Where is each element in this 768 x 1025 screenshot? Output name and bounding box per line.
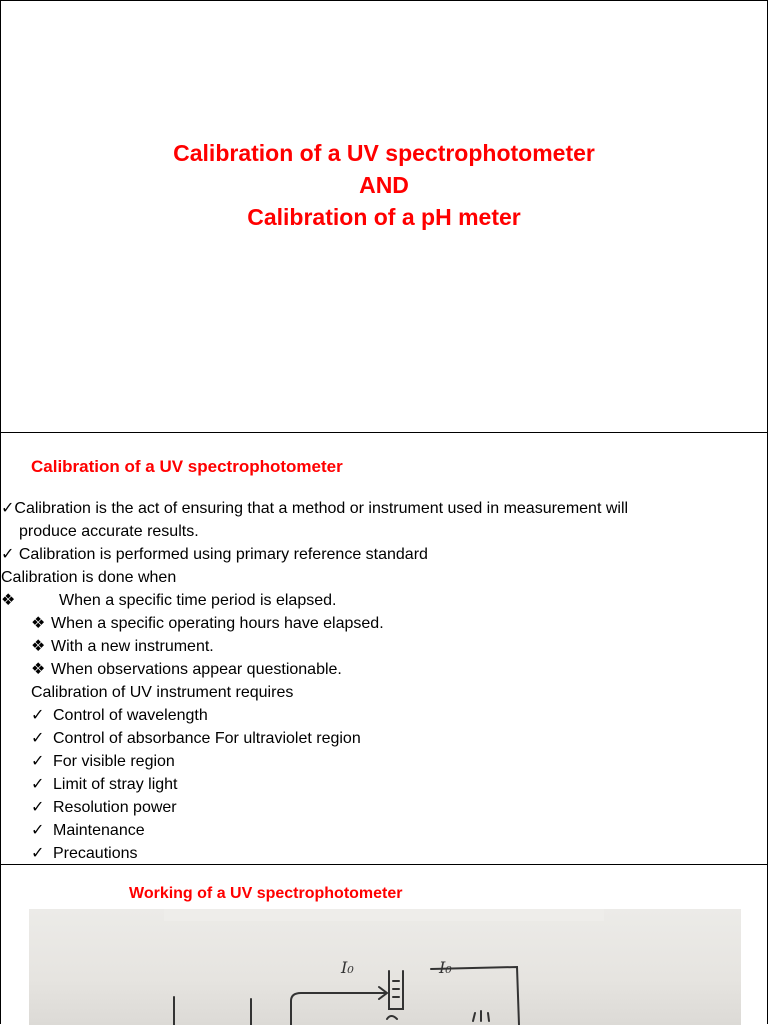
list-item-text: Limit of stray light	[53, 776, 178, 793]
list-item-text: When a specific time period is elapsed.	[59, 592, 337, 609]
title-line-3: Calibration of a pH meter	[247, 204, 521, 230]
check-icon: ✓	[31, 776, 45, 793]
list-item	[31, 612, 658, 635]
check-icon: ✓	[31, 730, 45, 747]
slide-title	[1, 137, 767, 233]
title-line-1: Calibration of a UV spectrophotometer	[173, 140, 595, 166]
check-icon: ✓	[31, 845, 45, 862]
list-item-text: Calibration of UV instrument requires	[31, 684, 294, 701]
list-item	[31, 750, 658, 773]
check-icon: ✓	[31, 707, 45, 724]
whiteboard-photo	[29, 909, 741, 1025]
list-item	[31, 635, 658, 658]
list-item	[31, 842, 658, 865]
list-item	[1, 497, 628, 520]
list-item	[31, 773, 658, 796]
list-item-text: Calibration is performed using primary reference standard	[14, 546, 428, 563]
check-icon: ✓	[31, 753, 45, 770]
calibration-slide	[0, 432, 768, 866]
check-icon: ✓	[31, 822, 45, 839]
list-item-text: With a new instrument.	[51, 638, 214, 655]
list-item-text: produce accurate results.	[19, 523, 199, 540]
list-item-text: For visible region	[53, 753, 175, 770]
slide-heading: Working of a UV spectrophotometer	[129, 885, 403, 902]
list-item-text: Control of absorbance For ultraviolet region	[53, 730, 361, 747]
diamond-bullet-icon: ❖	[31, 661, 46, 678]
check-icon: ✓	[1, 546, 15, 563]
diamond-bullet-icon: ❖	[31, 638, 46, 655]
check-icon: ✓	[31, 799, 45, 816]
calibration-list	[1, 497, 658, 865]
sketch-label: I₀	[341, 958, 354, 977]
diamond-bullet-icon: ❖	[31, 615, 46, 632]
working-slide	[0, 864, 768, 1024]
diamond-bullet-icon: ❖	[1, 592, 16, 609]
list-item-text: Calibration is done when	[1, 569, 177, 586]
list-item-text: When a specific operating hours have elapsed.	[51, 615, 384, 632]
list-item	[31, 704, 658, 727]
list-item	[19, 520, 646, 543]
list-item	[1, 543, 628, 566]
list-item	[31, 796, 658, 819]
list-item	[31, 681, 658, 704]
list-item-text: Maintenance	[53, 822, 145, 839]
list-item-text: Calibration is the act of ensuring that a method or instrument used in measurement will	[14, 500, 629, 517]
list-item-text: Resolution power	[53, 799, 177, 816]
list-item-text: Precautions	[53, 845, 138, 862]
list-item	[1, 566, 628, 589]
list-item	[31, 658, 658, 681]
list-item-text: Control of wavelength	[53, 707, 208, 724]
list-item	[31, 819, 658, 842]
list-item	[1, 589, 628, 612]
title-slide	[0, 0, 768, 434]
list-item-text: When observations appear questionable.	[51, 661, 342, 678]
sketch-label: I₀	[439, 958, 452, 977]
check-icon: ✓	[1, 500, 15, 517]
list-item	[31, 727, 658, 750]
whiteboard-sketch	[29, 909, 741, 1025]
slide-heading: Calibration of a UV spectrophotometer	[31, 457, 343, 476]
title-line-2: AND	[359, 172, 409, 198]
